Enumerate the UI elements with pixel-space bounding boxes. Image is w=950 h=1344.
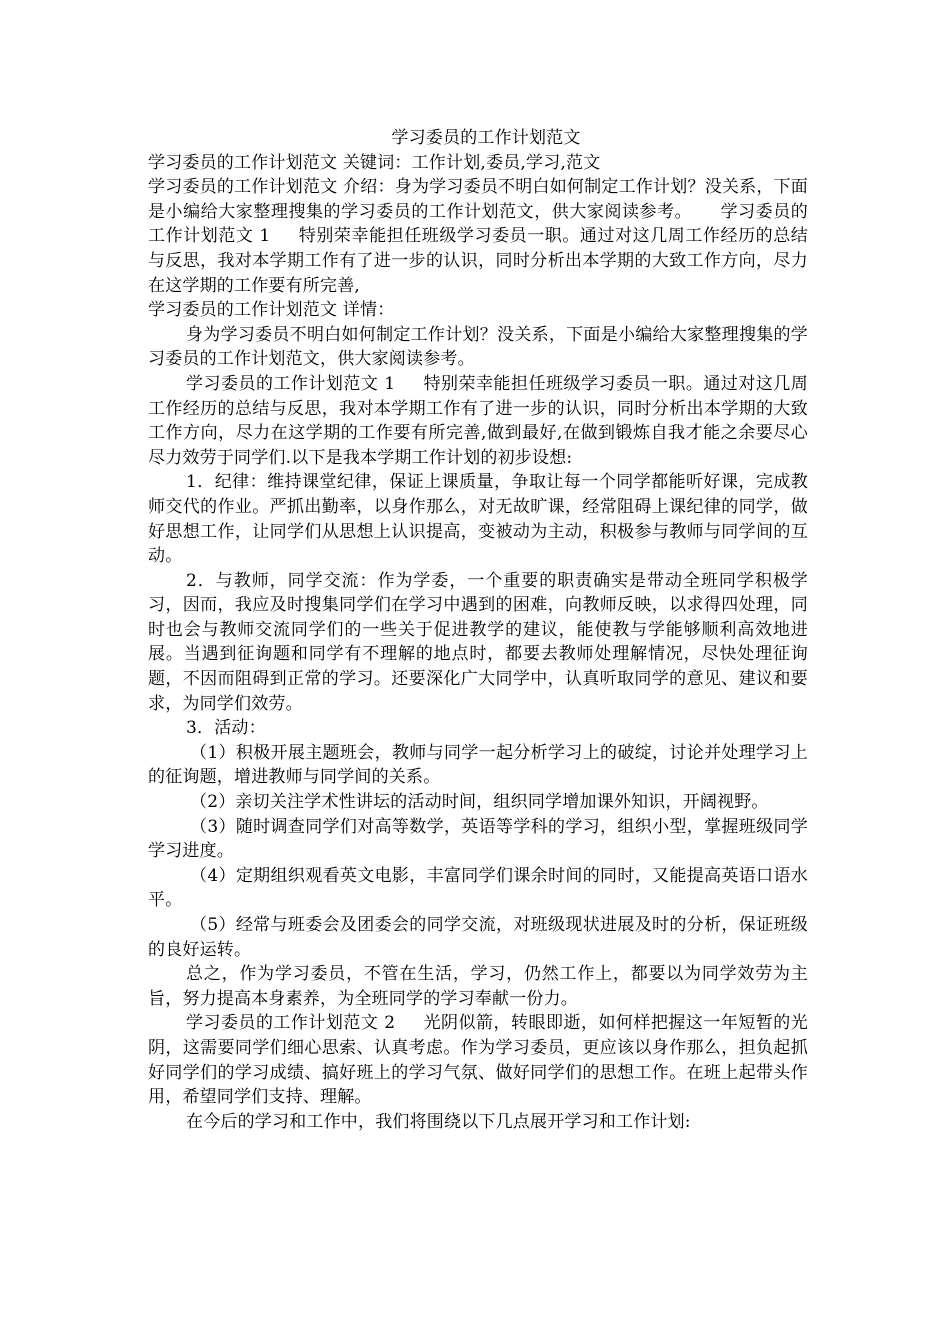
sub-item-2: （2）亲切关注学术性讲坛的活动时间，组织同学增加课外知识，开阔视野。 [190, 792, 769, 813]
item-3: 3．活动： [186, 718, 266, 739]
sub-item-1: （1）积极开展主题班会，教师与同学一起分析学习上的破绽，讨论并处理学习上的征询题，增进教师与同学间的关系。 [148, 742, 808, 788]
document-title: 学习委员的工作计划范文 [391, 128, 581, 148]
intro-text: 学习委员的工作计划范文 介绍：身为学习委员不明白如何制定工作计划？没关系，下面是小编给大家整理搜集的学习委员的工作计划范文，供大家阅读参考。 [148, 177, 808, 222]
item-2: 2．与教师，同学交流：作为学委，一个重要的职责确实是带动全班同学积极学习，因而，我应及时搜集同学们在学习中遇到的困难，向教师反映，以求得四处理，同时也会与教师交流同学们的一些关于促进教学的建议，能使教与学能够顺利高效地进展。当遇到征询题和同学有不理解的地点时，都要去教师处理解情况，尽快处理征询题，不因而阻碍到正常的学习。还要深化广大同学中，认真听取同学的意见、建议和要求，为同学们效劳。 [148, 570, 808, 714]
sub-item-3: （3）随时调查同学们对高等数学，英语等学科的学习，组织小型，掌握班级同学学习进度。 [148, 816, 808, 862]
paragraph-2-heading: 学习委员的工作计划范文 1 [186, 373, 396, 394]
sub-item-5: （5）经常与班委会及团委会的同学交流，对班级现状进展及时的分析，保证班级的良好运转。 [148, 915, 808, 960]
paragraph-3-rest: 光阴似箭，转眼即逝，如何样把握这一年短暂的光阴，这需要同学们细心思索、认真考虑。作为学习委员，更应该以身作那么，担负起抓好同学们的学习成绩、搞好班上的学习气氛、做好同学们的思想工作。在班上起带头作用，希望同学们支持、理解。 [148, 1013, 808, 1108]
intro-heading: 学习委员的工作计划范文 1 [148, 201, 808, 247]
paragraph-2 [148, 372, 808, 470]
document-page [148, 126, 808, 1134]
conclusion-paragraph: 总之，作为学习委员，不管在生活，学习，仍然工作上，都要以为同学效劳为主旨，努力提高本身素养，为全班同学的学习奉献一份力。 [148, 964, 808, 1009]
intro-paragraph [148, 175, 808, 298]
intro-rest: 特别荣幸能担任班级学习委员一职。通过对这几周工作经历的总结与反思，我对本学期工作有了进一步的认识，同时分析出本学期的大致工作方向，尽力在这学期的工作要有所完善, [148, 226, 808, 296]
paragraph-1: 身为学习委员不明白如何制定工作计划？没关系，下面是小编给大家整理搜集的学习委员的工作计划范文，供大家阅读参考。 [148, 324, 808, 370]
details-line: 学习委员的工作计划范文 详情： [148, 300, 395, 321]
paragraph-3-heading: 学习委员的工作计划范文 2 [186, 1013, 396, 1034]
paragraph-3 [148, 1011, 808, 1109]
paragraph-2-rest: 特别荣幸能担任班级学习委员一职。通过对这几周工作经历的总结与反思，我对本学期工作有了进一步的认识，同时分析出本学期的大致工作方向，尽力在这学期的工作要有所完善,做到最好,在做到锻炼自我才能之余要尽心尽力效劳于同学们.以下是我本学期工作计划的初步设想: [148, 373, 808, 468]
item-1: 1．纪律：维持课堂纪律，保证上课质量，争取让每一个同学都能听好课，完成教师交代的作业。严抓出勤率，以身作那么，对无故旷课，经常阻碍上课纪律的同学，做好思想工作，让同学们从思想上认识提高，变被动为主动，积极参与教师与同学间的互动。 [148, 472, 808, 567]
keywords-line: 学习委员的工作计划范文 关键词：工作计划,委员,学习,范文 [148, 152, 601, 173]
paragraph-4: 在今后的学习和工作中，我们将围绕以下几点展开学习和工作计划: [186, 1111, 691, 1132]
sub-item-4: （4）定期组织观看英文电影，丰富同学们课余时间的同时，又能提高英语口语水平。 [148, 865, 808, 911]
